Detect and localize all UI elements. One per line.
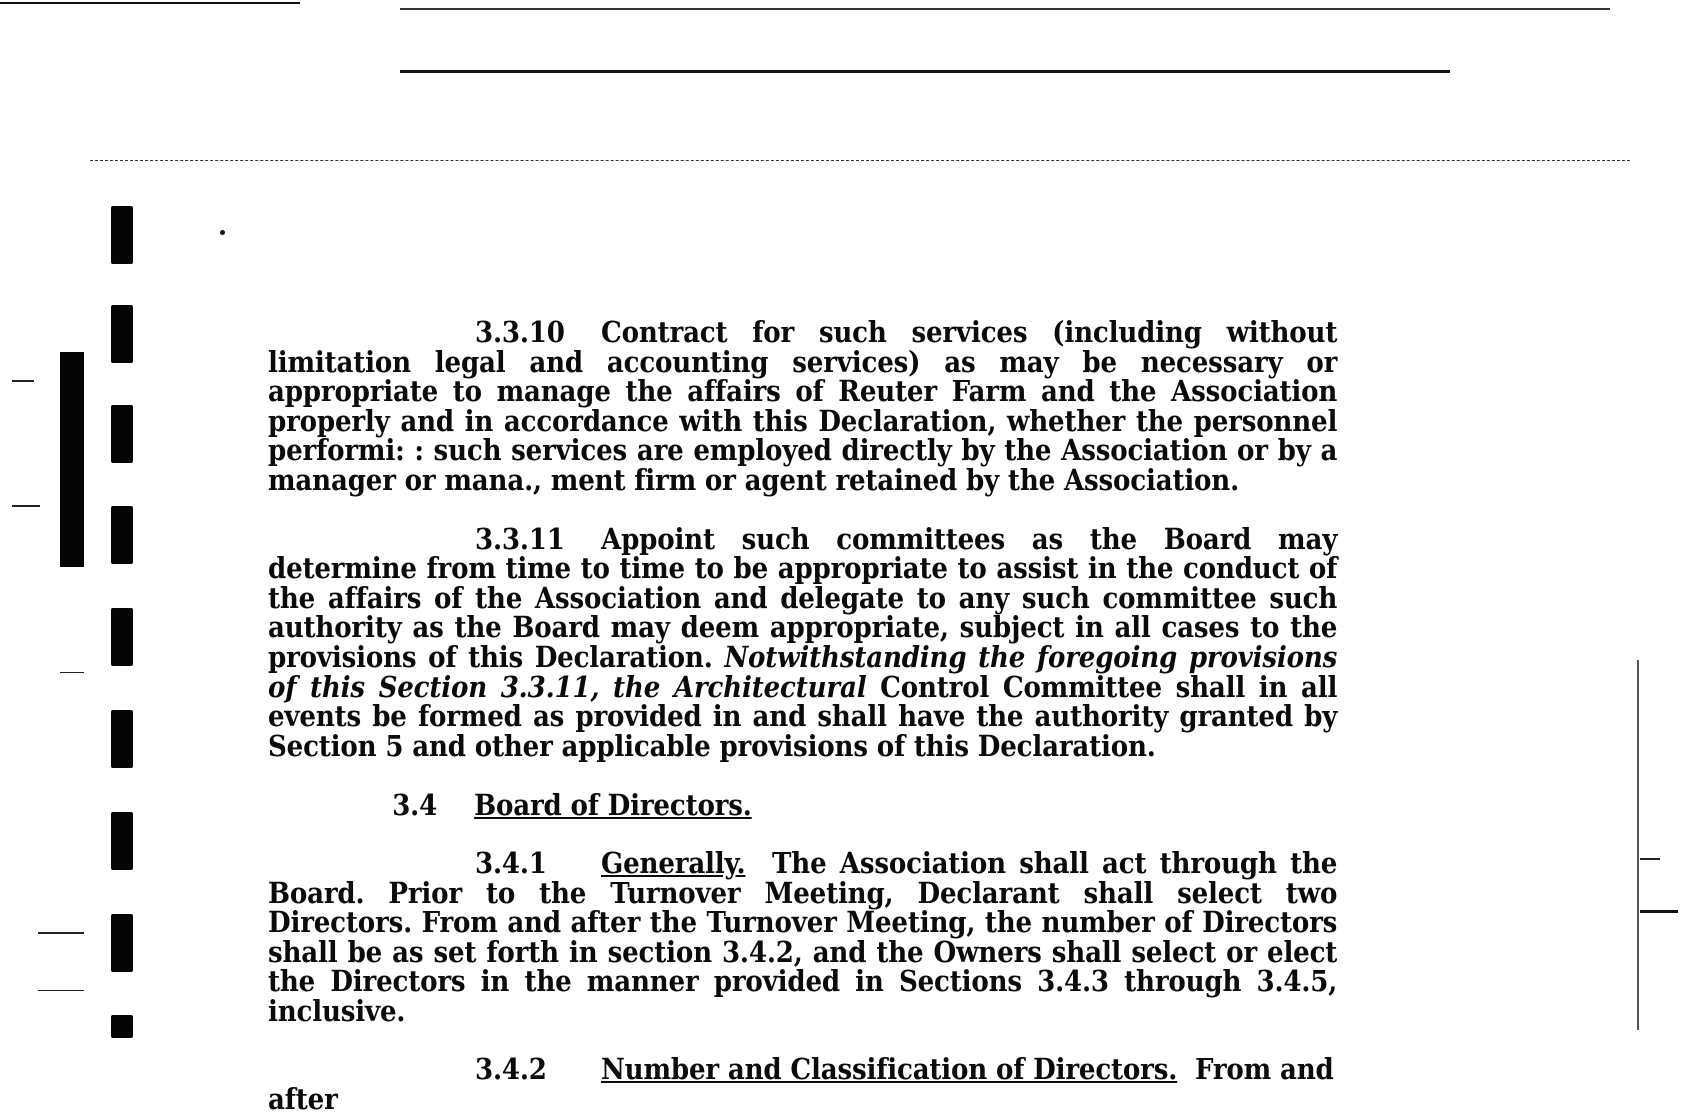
scan-artifact-dot (220, 230, 225, 235)
paragraph-3-3-11 (268, 521, 1338, 763)
paragraph-italic-text: Notwithstanding the foregoing provisions of this Section 3.3.11, the Architectural (268, 639, 1338, 704)
paragraph-number: 3.4.1 (475, 845, 547, 880)
paragraph-3-4-1 (268, 845, 1338, 1028)
scan-artifact-header-line (400, 70, 1450, 73)
paragraph-3-3-10 (268, 315, 1338, 497)
paragraph-number: 3.3.10 (475, 315, 565, 349)
paragraph-text: From and after (268, 1052, 1334, 1116)
scan-artifact-top-line (400, 8, 1610, 10)
paragraph-text: The Association shall act through the Board. Prior to the Turnover Meeting, Declarant shall select two Directors. From and after the Turnover Meeting, the number of Directors shall be as set forth in section 3.4.2, and the Owners shall select or elect the Directors in the manner provided in Sections 3.4.3 through 3.4.5, inclusive. (268, 845, 1338, 1028)
document-body (268, 315, 1338, 1116)
scan-artifact-top-line (0, 2, 300, 4)
paragraph-number: 3.3.11 (475, 521, 565, 556)
binder-mark (111, 812, 133, 870)
binder-mark (111, 710, 133, 768)
binder-mark (111, 914, 133, 972)
binder-mark (111, 1015, 133, 1038)
scan-artifact-tick (12, 505, 40, 507)
paragraph-text: Appoint such committees as the Board may determine from time to time to be appropriate to assist in the conduct of the affairs of the Association and delegate to any such committee such authority as the Board may deem appropriate, subject in all cases to the provisions of this Declaration. (268, 521, 1338, 674)
binder-mark (111, 608, 133, 666)
binder-mark (111, 305, 133, 363)
scan-artifact-tick (1640, 910, 1678, 913)
paragraph-3-4-2 (268, 1052, 1337, 1116)
binder-mark (111, 206, 133, 264)
section-heading-3-4 (268, 788, 1337, 823)
paragraph-text: Contract for such services (including without limitation legal and accounting services) as may be necessary or appropriate to manage the affairs of Reuter Farm and the Association properly and in accordance with this Declaration, whether the personnel performi: : such services are employed directly by the Association or by a manager or mana., ment firm or agent retained by the Association. (268, 315, 1338, 497)
scan-artifact-dashed-line (90, 160, 1630, 161)
scan-artifact-tick (38, 990, 84, 991)
section-number: 3.4 (392, 788, 438, 823)
paragraph-number: 3.4.2 (475, 1052, 547, 1087)
binder-mark (111, 405, 133, 463)
scan-artifact-margin-bar (60, 352, 84, 567)
scan-artifact-tick (1640, 858, 1660, 860)
paragraph-tail-text: Control Committee shall in all events be formed as provided in and shall have the authority granted by Section 5 and other applicable provisions of this Declaration. (268, 669, 1338, 763)
paragraph-title: Number and Classification of Directors. (601, 1052, 1178, 1087)
scan-artifact-tick (12, 380, 34, 382)
binder-mark (111, 506, 133, 564)
section-title: Board of Directors. (474, 788, 752, 823)
paragraph-title: Generally. (601, 845, 746, 880)
scan-artifact-right-line (1637, 660, 1639, 1030)
scan-artifact-tick (60, 672, 84, 673)
scan-artifact-tick (38, 932, 84, 934)
